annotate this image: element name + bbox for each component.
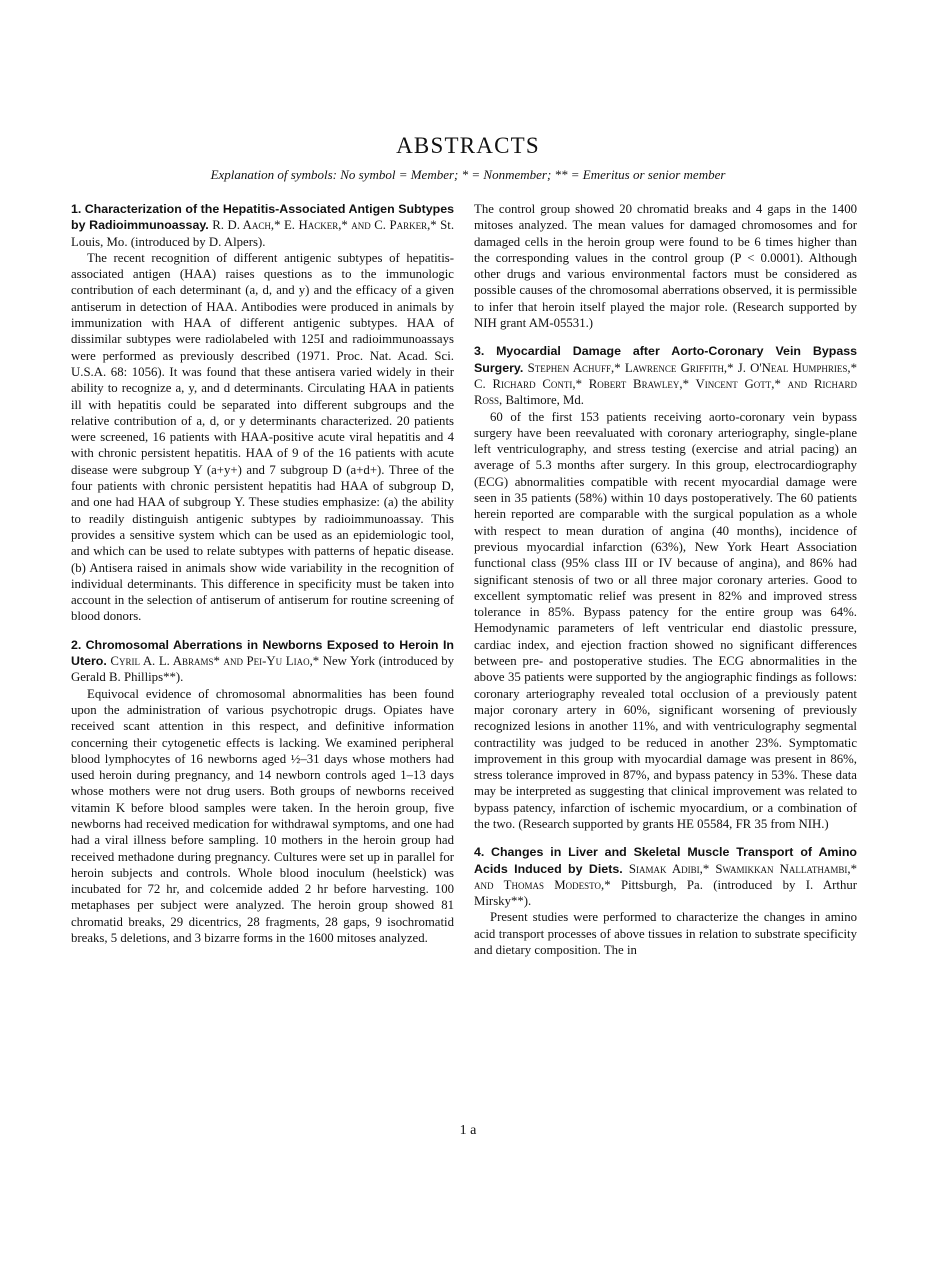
- abstract-heading: [474, 343, 857, 408]
- abstract-3: [474, 343, 857, 832]
- abstract-1: [71, 201, 454, 625]
- page-number: 1 a: [459, 1123, 477, 1138]
- abstract-authors: Siamak Adibi,* Swamikkan Nallathambi,* and Thomas Modesto,*: [474, 861, 857, 892]
- abstract-2: [71, 637, 454, 947]
- abstract-place: Baltimore, Md.: [505, 393, 585, 408]
- abstract-body: Equivocal evidence of chromosomal abnormalities has been found upon the administration of various psychotropic drugs. Opiates have received scant attention in this respect, and definitive information concerning their cytogenetic effects is lacking. We examined peripheral blood lymphocytes of 16 newborns aged ½–31 days whose mothers had used heroin during pregnancy, and 14 newborn controls aged 1–13 days whose mothers were not drug users. Both groups of newborns received vitamin K before blood samples were taken. In the heroin group, five newborns had received medication for withdrawal symptoms, and one had had a viral illness before sampling. 10 mothers in the heroin group had received methadone during pregnancy. Cultures were set up in parallel for heroin subjects and controls. Whole blood inoculum (heelstick) was incubated for 72 hr, and colcemide added 2 hr before harvesting. 100 metaphases per subject were analyzed. The heroin group showed 81 chromatid breaks, 29 dicentrics, 28 fragments, 28 gaps, 9 isochromatid breaks, 5 deletions, and 3 bizarre forms in the 1600 mitoses analyzed.: [71, 686, 454, 946]
- abstract-body: Present studies were performed to characterize the changes in amino acid transport processes of above tissues in relation to substrate specificity and dietary composition. The in: [474, 910, 857, 958]
- abstract-4: [474, 844, 857, 958]
- abstract-title: Chromosomal Aberrations in Newborns Exposed to Heroin In Utero.: [71, 637, 454, 669]
- abstract-number: 2.: [71, 637, 82, 652]
- abstract-authors: R. D. Aach,* E. Hacker,* and C. Parker,*: [212, 218, 437, 233]
- abstract-place: New York (introduced by Gerald B. Phillips**).: [71, 654, 455, 685]
- abstract-title: Changes in Liver and Skeletal Muscle Transport of Amino Acids Induced by Diets.: [474, 845, 858, 876]
- abstract-body: 60 of the first 153 patients receiving aorto-coronary vein bypass surgery have been reevaluated with coronary arteriography, single-plane left ventriculography, and stress testing (exercise and atrial pacing) an average of 5.3 months after surgery. In this group, electrocardiography (ECG) abnormalities compatible with recent myocardial damage were seen in 35 patients (58%) within 10 days postoperatively. The 60 patients herein reported are comparable with the surgical population as a whole with respect to mean duration of angina (40 months), incidence of previous myocardial infarction (63%), New York Heart Association functional class (95% class III or IV because of angina), and 86% had significant stenosis of two or all three major coronary arteries. Good to excellent symptomatic relief was present in 82% and improved stress tolerance in 85%. Bypass patency for the entire group was 64%. Hemodynamic parameters of left ventricular end diastolic pressure, cardiac index, and ejection fraction showed no significant differences between pre- and postoperative studies. The ECG abnormalities in the above 35 patients were supported by the angiographic findings as follows: coronary arteriography revealed total occlusion of a previously patent major coronary artery in 60%, significant worsening of previously recognized lesions in another 11%, and with ventriculography segmental contractility was judged to be reduced in another 23%. Symptomatic improvement in this group with myocardial damage was present in 86%, stress tolerance improved in 87%, and bypass patency in 53%. These data may be interpreted as suggesting that clinical improvement was related to bypass patency, infarction of ischemic myocardium, or a combination of the two. (Research supported by grants HE 05584, FR 35 from NIH.): [474, 409, 857, 831]
- abstract-title: Characterization of the Hepatitis-Associated Antigen Subtypes by Radioimmunoassay.: [71, 202, 454, 233]
- page-title: ABSTRACTS: [396, 133, 540, 158]
- abstract-title: Myocardial Damage after Aorto-Coronary Vein Bypass Surgery.: [474, 344, 857, 375]
- left-column: [71, 201, 454, 958]
- abstract-2-continuation: The control group showed 20 chromatid breaks and 4 gaps in the 1400 mitoses analyzed. The mean values for damaged chromosomes and for damaged cells in the heroin group were found to be 6 times higher than the corresponding values in the control group (P < 0.0001). Although other drugs and various environmental factors must be considered as possible causes of the chromosomal aberrations observed, it is permissible to infer that heroin itself played the major role. (Research supported by NIH grant AM-05531.): [474, 202, 857, 331]
- abstract-heading: [71, 637, 454, 686]
- abstract-number: 3.: [474, 344, 485, 359]
- abstract-heading: [474, 844, 857, 909]
- abstract-authors: Cyril A. L. Abrams* and Pei-Yu Liao,*: [110, 654, 320, 669]
- right-column: [474, 201, 857, 970]
- abstract-place: Pittsburgh, Pa. (introduced by I. Arthur Mirsky**).: [474, 877, 857, 909]
- abstract-heading: [71, 201, 454, 250]
- abstract-body: The recent recognition of different antigenic subtypes of hepatitis-associated antigen (HAA) raises questions as to the immunologic contribution of each determinant (a, d, and y) and the efficacy of a given antiserum in detection of HAA. Antibodies were produced in animals by immunization with HAA of different antigenic subtypes. HAA of dissimilar subtypes were radiolabeled with 125I and radioimmunoassays were performed as previously described (1971. Proc. Nat. Acad. Sci. U.S.A. 68: 1056). It was found that these antisera varied widely in their ability to recognize a, y, and d determinants. Circulating HAA in patients ill with hepatitis could be separated into different subgroups and the relative contribution of a, d, or y determinants characterized. 20 patients were screened, 16 patients with HAA-positive acute viral hepatitis and 4 with chronic persistent hepatitis. HAA of 9 of the 16 patients with acute disease were subgroup Y (a+y+) and 7 subgroup D (a+d+). Three of the four patients with chronic persistent hepatitis had HAA of subgroup D, and one had HAA of subgroup Y. These studies emphasize: (a) the ability to readily distinguish antigenic subtypes by radioimmunoassay. This provides a sensitive system which can be used as an epidemiologic tool, and which can be used to relate subtypes with patterns of hepatic disease. (b) Antisera raised in animals show wide variability in the recognition of individual determinants. This difference in specificity must be taken into account in the selection of antiserum of antiserum for routine screening of blood donors.: [71, 250, 454, 624]
- symbols-explanation: Explanation of symbols: No symbol = Member; * = Nonmember; ** = Emeritus or senior member: [210, 167, 726, 182]
- abstract-number: 4.: [474, 845, 485, 860]
- abstract-number: 1.: [71, 202, 82, 216]
- abstract-place: St. Louis, Mo. (introduced by D. Alpers).: [71, 218, 455, 249]
- abstract-authors: Stephen Achuff,* Lawrence Griffith,* J. O'Neal Humphries,* C. Richard Conti,* Robert Brawley,* Vincent Gott,* and Richard Ross,: [474, 360, 857, 408]
